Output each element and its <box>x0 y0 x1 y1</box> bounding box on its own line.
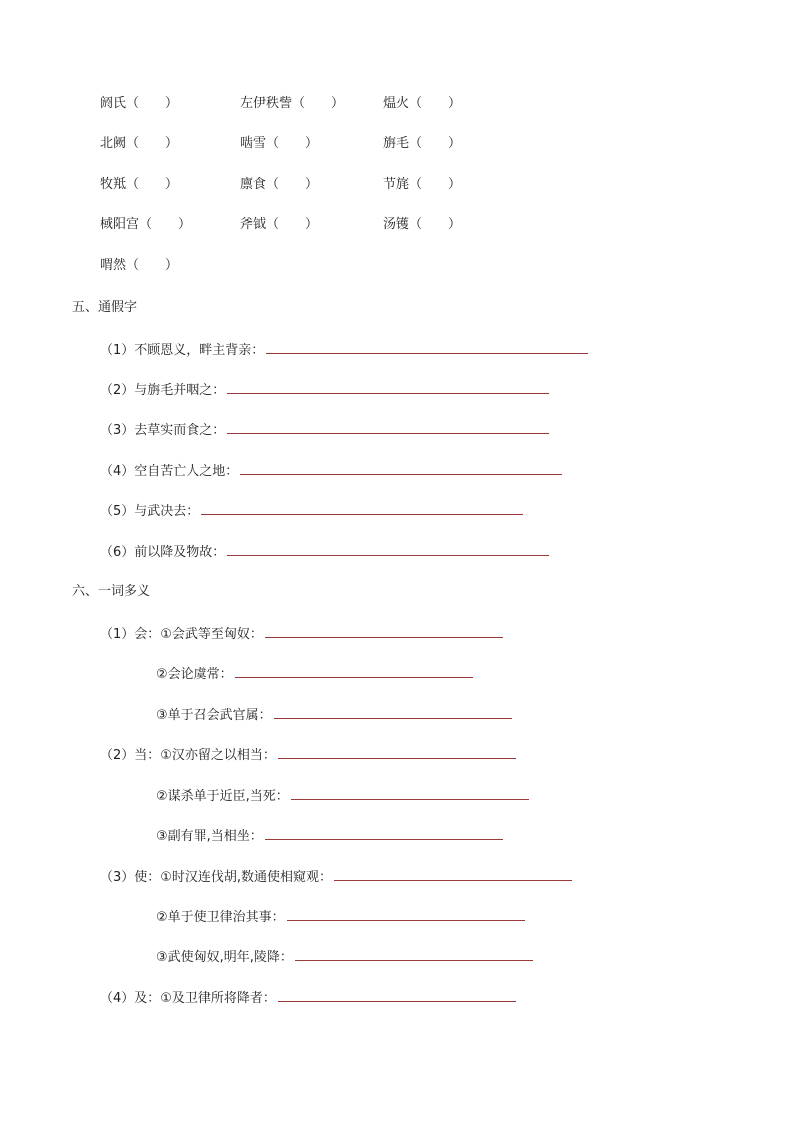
answer-blank[interactable] <box>334 868 572 881</box>
section-heading-tongjia: 五、通假字 <box>72 300 138 315</box>
vocab-item: 牧羝（ ） <box>100 177 179 192</box>
exercise-item <box>156 908 525 926</box>
vocab-item: 节旄（ ） <box>383 177 462 192</box>
answer-blank[interactable] <box>201 502 523 515</box>
vocab-item: 汤镬（ ） <box>383 217 462 232</box>
exercise-item <box>100 381 549 399</box>
answer-blank[interactable] <box>227 543 549 556</box>
exercise-prompt: （3）使：①时汉连伐胡,数通使相窥观： <box>100 870 333 885</box>
vocab-item: 啮雪（ ） <box>240 136 319 151</box>
exercise-item <box>156 706 512 724</box>
vocab-item: 煴火（ ） <box>383 96 462 111</box>
answer-blank[interactable] <box>240 462 562 475</box>
exercise-prompt: ③武使匈奴,明年,陵降： <box>156 950 293 965</box>
exercise-prompt: ②单于使卫律治其事： <box>156 910 285 925</box>
exercise-item <box>100 543 549 561</box>
answer-blank[interactable] <box>266 341 588 354</box>
exercise-item <box>156 665 473 683</box>
exercise-item <box>100 989 516 1007</box>
exercise-item <box>100 462 562 480</box>
answer-blank[interactable] <box>287 908 525 921</box>
exercise-item <box>100 868 572 886</box>
exercise-prompt: ③单于召会武官属： <box>156 708 272 723</box>
answer-blank[interactable] <box>291 787 529 800</box>
exercise-item <box>156 827 503 845</box>
vocab-item: 北阙（ ） <box>100 136 179 151</box>
answer-blank[interactable] <box>278 746 516 759</box>
exercise-prompt: （2）当：①汉亦留之以相当： <box>100 748 276 763</box>
exercise-item <box>100 502 523 520</box>
answer-blank[interactable] <box>227 421 549 434</box>
vocab-item: 左伊秩訾（ ） <box>240 96 345 111</box>
exercise-item <box>100 746 516 764</box>
exercise-prompt: （1）不顾恩义，畔主背亲： <box>100 343 265 358</box>
exercise-item <box>156 787 529 805</box>
exercise-prompt: ③副有罪,当相坐： <box>156 829 263 844</box>
exercise-prompt: ②谋杀单于近臣,当死： <box>156 789 289 804</box>
answer-blank[interactable] <box>265 827 503 840</box>
exercise-prompt: （1）会：①会武等至匈奴： <box>100 627 263 642</box>
vocab-item: 喟然（ ） <box>100 258 179 273</box>
exercise-item <box>100 341 588 359</box>
answer-blank[interactable] <box>227 381 549 394</box>
exercise-item <box>156 948 533 966</box>
exercise-prompt: （5）与武决去： <box>100 504 200 519</box>
exercise-prompt: （3）去草实而食之： <box>100 423 226 438</box>
exercise-item <box>100 625 503 643</box>
exercise-prompt: （4）及：①及卫律所将降者： <box>100 991 276 1006</box>
exercise-prompt: （6）前以降及物故： <box>100 545 226 560</box>
exercise-prompt: （2）与旃毛并咽之： <box>100 383 226 398</box>
section-heading-yiciduoyi: 六、一词多义 <box>72 584 151 599</box>
exercise-item <box>100 421 549 439</box>
vocab-item: 斧钺（ ） <box>240 217 319 232</box>
vocab-item: 旃毛（ ） <box>383 136 462 151</box>
exercise-prompt: ②会论虞常： <box>156 667 233 682</box>
vocab-item: 阏氏（ ） <box>100 96 179 111</box>
answer-blank[interactable] <box>235 665 473 678</box>
vocab-item: 廪食（ ） <box>240 177 319 192</box>
exercise-prompt: （4）空自苦亡人之地： <box>100 464 239 479</box>
answer-blank[interactable] <box>274 706 512 719</box>
answer-blank[interactable] <box>278 989 516 1002</box>
answer-blank[interactable] <box>295 948 533 961</box>
vocab-item: 棫阳宫（ ） <box>100 217 192 232</box>
answer-blank[interactable] <box>265 625 503 638</box>
